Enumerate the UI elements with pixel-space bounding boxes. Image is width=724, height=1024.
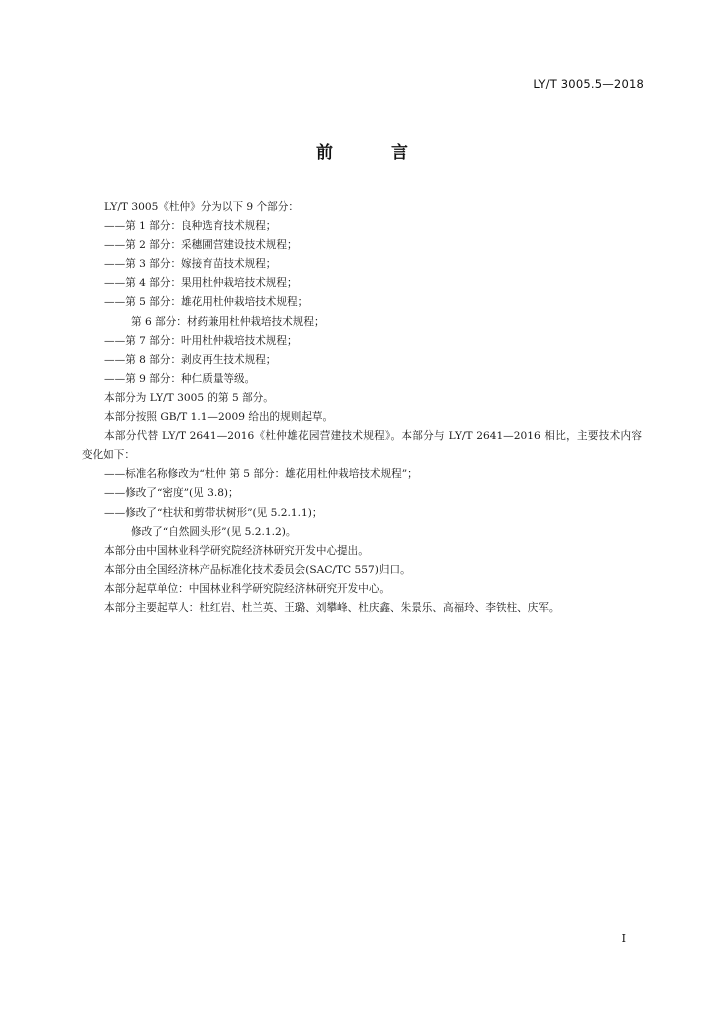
part-list-item: ——第 2 部分：采穗圃营建设技术规程； [104,239,298,252]
part-list-item: 第 6 部分：材药兼用杜仲栽培技术规程； [131,315,325,328]
drafters-statement: 本部分主要起草人：杜红岩、杜兰英、王璐、刘攀峰、杜庆鑫、朱景乐、高福玲、李铁柱、庆军。 [104,601,560,614]
part-list-item: ——第 8 部分：剥皮再生技术规程； [104,353,277,366]
part-list-item: ——第 7 部分：叶用杜仲栽培技术规程； [104,334,298,347]
drafting-unit-statement: 本部分起草单位：中国林业科学研究院经济林研究开发中心。 [104,582,391,595]
part-list-item: ——第 1 部分：良种选育技术规程； [104,220,277,233]
page-number: I [621,932,626,945]
replaces-statement: 本部分代替 LY/T 2641—2016《杜仲雄花园营建技术规程》。本部分与 LY/T 2641—2016 相比，主要技术内容变化如下： [82,430,642,462]
change-list-item: ——修改了“密度”(见 3.8)； [104,487,239,500]
page-title: 前 言 [316,143,434,163]
foreword-body [82,198,642,618]
part-list-item: ——第 3 部分：嫁接育苗技术规程； [104,258,277,271]
this-part-statement: 本部分为 LY/T 3005 的第 5 部分。 [104,391,274,404]
committee-statement: 本部分由全国经济林产品标准化技术委员会(SAC/TC 557)归口。 [104,563,411,576]
standard-code: LY/T 3005.5—2018 [533,77,644,91]
drafting-rule-statement: 本部分按照 GB/T 1.1—2009 给出的规则起草。 [104,411,334,424]
part-list-item: ——第 5 部分：雄花用杜仲栽培技术规程； [104,296,309,309]
change-list-item: 修改了“自然圆头形”(见 5.2.1.2)。 [131,525,297,538]
change-list-item: ——标准名称修改为“杜仲 第 5 部分：雄花用杜仲栽培技术规程”； [104,468,418,481]
part-list-item: ——第 9 部分：种仁质量等级。 [104,372,256,385]
intro-paragraph: LY/T 3005《杜仲》分为以下 9 个部分： [104,201,299,213]
change-list-item: ——修改了“柱状和剪带状树形”(见 5.2.1.1)； [104,506,323,519]
proposer-statement: 本部分由中国林业科学研究院经济林研究开发中心提出。 [104,544,369,557]
part-list-item: ——第 4 部分：果用杜仲栽培技术规程； [104,277,298,290]
